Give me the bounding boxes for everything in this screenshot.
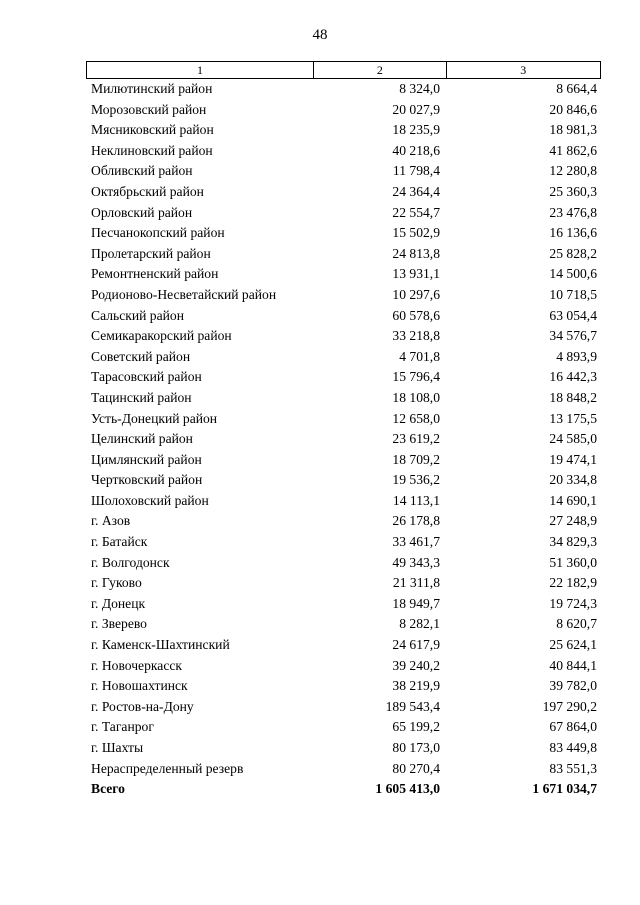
- row-value-col-3: 25 828,2: [549, 245, 597, 261]
- row-value-col-2: 19 536,2: [392, 472, 440, 488]
- row-name: Целинский район: [91, 431, 193, 447]
- row-value-col-2: 24 617,9: [392, 637, 440, 653]
- row-value-col-3: 16 442,3: [549, 369, 597, 385]
- row-name: Нераспределенный резерв: [91, 760, 244, 776]
- row-name: Октябрьский район: [91, 183, 204, 199]
- table-row: [86, 285, 601, 306]
- table-row: [86, 223, 601, 244]
- row-value-col-2: 33 218,8: [392, 328, 440, 344]
- header-col-2: 2: [314, 62, 446, 78]
- row-value-col-2: 80 270,4: [392, 760, 440, 776]
- table-row: [86, 491, 601, 512]
- row-value-col-2: 21 311,8: [392, 575, 440, 591]
- table-row: [86, 409, 601, 430]
- row-name: г. Новошахтинск: [91, 678, 188, 694]
- row-value-col-3: 34 576,7: [549, 328, 597, 344]
- row-name: Ремонтненский район: [91, 266, 219, 282]
- table-row: [86, 594, 601, 615]
- total-value-col-3: 1 671 034,7: [532, 781, 597, 797]
- row-value-col-3: 23 476,8: [549, 204, 597, 220]
- table-row: [86, 182, 601, 203]
- row-value-col-3: 40 844,1: [549, 657, 597, 673]
- row-value-col-2: 49 343,3: [392, 554, 440, 570]
- row-value-col-3: 24 585,0: [549, 431, 597, 447]
- row-value-col-3: 27 248,9: [549, 513, 597, 529]
- table-row: [86, 614, 601, 635]
- table-body: [86, 79, 601, 779]
- total-row: [86, 779, 601, 800]
- table-row: [86, 367, 601, 388]
- table-row: [86, 161, 601, 182]
- row-value-col-2: 15 796,4: [392, 369, 440, 385]
- header-col-3: 3: [520, 63, 527, 77]
- row-value-col-3: 10 718,5: [549, 286, 597, 302]
- row-value-col-2: 26 178,8: [392, 513, 440, 529]
- row-value-col-3: 20 846,6: [549, 101, 597, 117]
- table-header: [86, 61, 601, 79]
- table-row: [86, 697, 601, 718]
- row-name: Орловский район: [91, 204, 193, 220]
- row-value-col-2: 60 578,6: [392, 307, 440, 323]
- row-name: г. Волгодонск: [91, 554, 170, 570]
- row-name: г. Азов: [91, 513, 131, 529]
- table-row: [86, 676, 601, 697]
- row-value-col-3: 19 474,1: [549, 451, 597, 467]
- table-row: [86, 532, 601, 553]
- row-value-col-3: 14 690,1: [549, 492, 597, 508]
- row-value-col-2: 12 658,0: [392, 410, 440, 426]
- row-value-col-3: 83 551,3: [549, 760, 597, 776]
- row-value-col-2: 8 324,0: [399, 81, 440, 96]
- row-value-col-3: 8 664,4: [556, 81, 597, 96]
- row-name: Шолоховский район: [91, 492, 209, 508]
- row-name: Семикаракорский район: [91, 328, 232, 344]
- page-number: 48: [312, 27, 328, 43]
- row-value-col-3: 16 136,6: [549, 225, 597, 241]
- table-row: [86, 264, 601, 285]
- header-col-1: 1: [87, 62, 314, 78]
- row-name: Тарасовский район: [91, 369, 202, 385]
- row-value-col-2: 14 113,1: [392, 492, 440, 508]
- row-value-col-2: 23 619,2: [392, 431, 440, 447]
- row-value-col-3: 14 500,6: [549, 266, 597, 282]
- row-name: г. Ростов-на-Дону: [91, 698, 194, 714]
- table-row: [86, 573, 601, 594]
- table-row: [86, 450, 601, 471]
- row-value-col-3: 83 449,8: [549, 740, 597, 755]
- row-value-col-2: 40 218,6: [392, 142, 440, 158]
- table-row: [86, 511, 601, 532]
- row-name: Пролетарский район: [91, 245, 211, 261]
- row-name: г. Батайск: [91, 534, 148, 550]
- table-row: [86, 244, 601, 265]
- row-value-col-3: 25 360,3: [549, 183, 597, 199]
- table-row: [86, 656, 601, 677]
- row-name: г. Донецк: [91, 595, 146, 611]
- row-value-col-3: 18 848,2: [549, 389, 597, 405]
- row-value-col-3: 22 182,9: [549, 575, 597, 591]
- table-row: [86, 738, 601, 759]
- row-value-col-2: 38 219,9: [392, 678, 440, 694]
- row-name: г. Каменск-Шахтинский: [91, 637, 230, 653]
- row-name: Сальский район: [91, 307, 184, 323]
- table-row: [86, 759, 601, 780]
- row-value-col-2: 24 813,8: [392, 245, 440, 261]
- table-row: [86, 100, 601, 121]
- row-name: г. Зверево: [91, 616, 147, 632]
- total-label: Всего: [91, 781, 125, 797]
- row-value-col-3: 18 981,3: [549, 122, 597, 138]
- table-row: [86, 388, 601, 409]
- table-row: [86, 717, 601, 738]
- row-name: г. Шахты: [91, 740, 144, 755]
- row-value-col-3: 51 360,0: [549, 554, 597, 570]
- row-value-col-2: 18 235,9: [392, 122, 440, 138]
- row-value-col-2: 15 502,9: [392, 225, 440, 241]
- row-value-col-2: 189 543,4: [385, 698, 440, 714]
- row-value-col-3: 19 724,3: [549, 595, 597, 611]
- row-value-col-3: 67 864,0: [549, 719, 597, 735]
- row-value-col-2: 10 297,6: [392, 286, 440, 302]
- table-row: [86, 120, 601, 141]
- row-name: Чертковский район: [91, 472, 203, 488]
- row-name: Усть-Донецкий район: [91, 410, 218, 426]
- row-name: Тацинский район: [91, 389, 192, 405]
- table-row: [86, 203, 601, 224]
- row-value-col-2: 4 701,8: [399, 348, 440, 364]
- row-name: Мясниковский район: [91, 122, 214, 138]
- row-name: г. Гуково: [91, 575, 142, 591]
- row-value-col-2: 39 240,2: [392, 657, 440, 673]
- row-value-col-3: 8 620,7: [556, 616, 597, 632]
- row-name: Песчанокопский район: [91, 225, 225, 241]
- total-value-col-2: 1 605 413,0: [375, 781, 440, 797]
- row-value-col-3: 41 862,6: [549, 142, 597, 158]
- row-value-col-2: 33 461,7: [392, 534, 440, 550]
- table-row: [86, 141, 601, 162]
- row-value-col-2: 11 798,4: [392, 163, 440, 179]
- table-row: [86, 470, 601, 491]
- row-name: Обливский район: [91, 163, 193, 179]
- row-value-col-3: 20 334,8: [549, 472, 597, 488]
- row-value-col-2: 22 554,7: [392, 204, 440, 220]
- row-value-col-2: 80 173,0: [392, 740, 440, 755]
- row-value-col-3: 39 782,0: [549, 678, 597, 694]
- row-value-col-2: 24 364,4: [392, 183, 440, 199]
- row-name: Цимлянский район: [91, 451, 202, 467]
- row-value-col-3: 12 280,8: [549, 163, 597, 179]
- row-value-col-3: 13 175,5: [549, 410, 597, 426]
- row-name: Милютинский район: [91, 81, 213, 96]
- row-name: Родионово-Несветайский район: [91, 286, 277, 302]
- row-value-col-3: 4 893,9: [556, 348, 597, 364]
- row-name: г. Новочеркасск: [91, 657, 182, 673]
- row-name: г. Таганрог: [91, 719, 154, 735]
- row-value-col-3: 197 290,2: [542, 698, 597, 714]
- table-row: [86, 553, 601, 574]
- table-row: [86, 635, 601, 656]
- row-value-col-2: 8 282,1: [399, 616, 440, 632]
- budget-table: [86, 61, 601, 800]
- table-row: [86, 429, 601, 450]
- row-value-col-2: 13 931,1: [392, 266, 440, 282]
- row-name: Неклиновский район: [91, 142, 213, 158]
- table-row: [86, 347, 601, 368]
- row-value-col-2: 18 108,0: [392, 389, 440, 405]
- table-row: [86, 79, 601, 100]
- row-value-col-2: 20 027,9: [392, 101, 440, 117]
- table-row: [86, 306, 601, 327]
- row-name: Морозовский район: [91, 101, 207, 117]
- table-row: [86, 326, 601, 347]
- row-value-col-3: 25 624,1: [549, 637, 597, 653]
- row-value-col-2: 18 709,2: [392, 451, 440, 467]
- row-value-col-3: 63 054,4: [549, 307, 597, 323]
- row-value-col-2: 65 199,2: [392, 719, 440, 735]
- row-value-col-3: 34 829,3: [549, 534, 597, 550]
- row-name: Советский район: [91, 348, 191, 364]
- row-value-col-2: 18 949,7: [392, 595, 440, 611]
